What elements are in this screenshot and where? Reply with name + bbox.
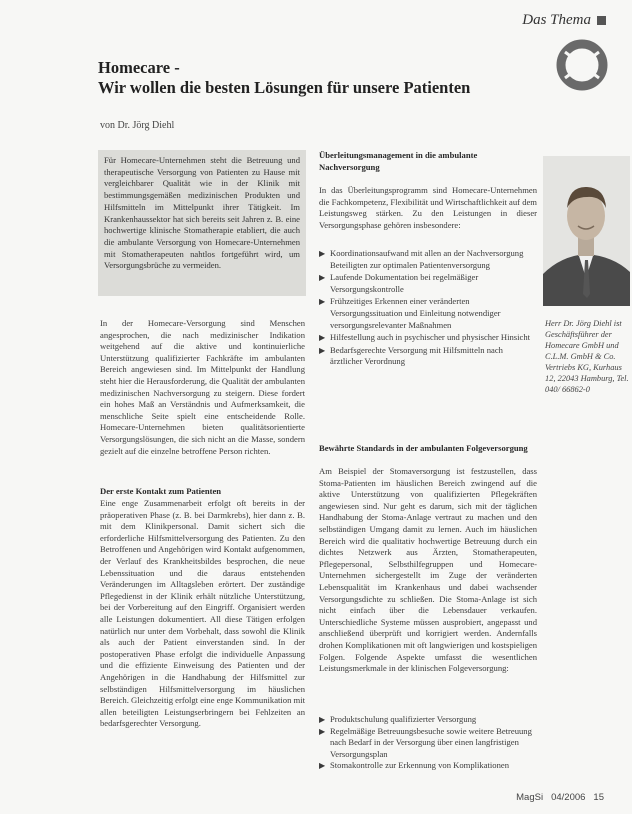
paragraph-4: Am Beispiel der Stomaversorgung ist festzustellen, dass Stoma-Patienten im häuslichen Bereich zwingend auf die aktive Unterstützung von qualifizierten Pflegekräften angewiesen sind. Nur geht es darum, sich mit der täglichen Handhabung der Stoma-Anlage vertraut zu machen und den selbständigen Umgang damit zu lernen. Auch im häuslichen Bereich wird die qualitativ hochwertige Betreuung durch ein dichtes Netzwerk aus Ärzten, Stomatherapeuten, Pflegepersonal, Selbsthilfegruppen und Homecare-Unternehmen sichergestellt im Zuge der veränderten Lebensqualität im Krankenhaus und dabei wachsender Versorgungsdichte zu schließen. Die Stoma-Anlage ist sich nicht einfach über die Lebensdauer verkaufen. Unterschiedliche Systeme müssen ausprobiert, angepasst und anschließend überprüft und korrigiert werden. Andernfalls drohen Komplikationen mit oft langwierigen und kostspieligen Folgen. Folgende Aspekte umfasst die wesentlichen Leistungsmerkmale in der klinischen Folgeversorgung: [319,466,537,674]
list-item: ▶ Bedarfsgerechte Versorgung mit Hilfsmitteln nach ärztlicher Verordnung [319,344,503,367]
list-item: ▶ Stomakontrolle zur Erkennung von Komplikationen [319,760,510,771]
title-line-2: Wir wollen die besten Lösungen für unsere Patienten [98,78,471,97]
bullet-list-1 [319,248,537,369]
magazine-name: MagSi [516,792,544,803]
byline: von Dr. Jörg Diehl [100,120,175,131]
intro-box: Für Homecare-Unternehmen steht die Betreuung und therapeutische Versorgung von Patienten zu Hause mit vergleichbarer Qualität wie in der Klinik mit bestimmungsgemäßen medizinischen Produkten und Hilfsmitteln im Mittelpunkt ihrer Tätigkeit. Im Krankenhaussektor hat sich bereits seit Jahren z. B. eine hochwertige klinische Stomatherapie etabliert, die auch die ambulante Versorgung von Homecare-Unternehmen mit Stomatherapeuten nahtlos fortgeführt wird, um Versorgungsbrüche zu vermeiden. [98,150,306,296]
page-number: 15 [593,792,604,803]
arrow-icon: ▶ [319,761,326,771]
paragraph-2: Eine enge Zusammenarbeit erfolgt oft bereits in der präoperativen Phase (z. B. bei Darmkrebs), hier dann z. B. mit dem Klinikpersonal. Damit sichert sich die erforderliche Hilfsmittelversorgung des Patienten. Zu den Betroffenen und Angehörigen wird Kontakt aufgenommen, der Verlauf des Krankheitsbildes besprochen, die neue Lebenssituation und die daraus entstehenden Veränderungen im Alltagsleben erörtert. Der zuständige Pflegedienst in der Klinik erhält nützliche Unterstützung, bei der Vorbereitung auf den Eingriff. Organisiert werden alle Leistungen dokumentiert. All diese Tätigen erfolgen natürlich nur unter dem Vorbehalt, dass sowohl die Klinik als auch der Patient einverstanden sind. In der postoperativen Phase erfolgt die individuelle Anpassung und die effiziente Einweisung des Patienten und der Angehörigen in die Handhabung der Hilfsmittel zur selbständigen Hilfsmittelversorgung im häuslichen Bereich. Gleichzeitig erfolgt eine enge Kommunikation mit allen beteiligten Leistungserbringern bei Fehlzeiten an bedarfsgerechter Versorgung. [100,498,305,729]
heading-transition: Überleitungsmanagement in die ambulante Nachversorgung [319,150,478,172]
list-item: ▶ Hilfestellung auch in psychischer und physischer Hinsicht [319,332,531,343]
list-item: ▶ Koordinationsaufwand mit allen an der Nachversorgung Beteiligten zur optimalen Patientenversorgung [319,248,524,270]
paragraph-3: In das Überleitungsprogramm sind Homecare-Unternehmen die Fachkompetenz, Flexibilität und Wirtschaftlichkeit auf dem Leistungsweg stärken. Zu den Leistungen in dieser Versorgungsphase gehören insbesondere: [319,185,537,230]
list-item: ▶ Laufende Dokumentation bei regelmäßiger Versorgungskontrolle [319,272,479,294]
heading-standards: Bewährte Standards in der ambulanten Folgeversorgung [319,443,528,453]
heading-first-contact: Der erste Kontakt zum Patienten [100,486,222,496]
article-title [98,58,568,98]
section-label [522,12,606,29]
title-line-1: Homecare - [98,58,180,77]
list-item: ▶ Frühzeitiges Erkennen einer veränderten Versorgungssituation und Einleitung notwendiger versorgungsrelevanter Maßnahmen [319,296,501,330]
arrow-icon: ▶ [319,345,326,355]
list-item: ▶ Regelmäßige Betreuungsbesuche sowie weitere Betreuung nach Bedarf in der Versorgung über einen langfristigen Versorgungsplan [319,725,532,759]
section-title: Das Thema [522,12,591,28]
arrow-icon: ▶ [319,715,326,724]
arrow-icon: ▶ [319,333,326,343]
photo-caption: Herr Dr. Jörg Diehl ist Geschäftsführer der Homecare GmbH und C.L.M. GmbH & Co. Vertriebs KG, Kurhaus 12, 22043 Hamburg, Tel. 040/ 66862-0 [545,319,629,394]
arrow-icon: ▶ [319,726,326,736]
square-icon [597,16,606,25]
page-footer [516,792,604,803]
list-item: ▶ Produktschulung qualifizierter Versorgung [319,714,477,724]
issue-number: 04/2006 [551,792,586,803]
paragraph-1: In der Homecare-Versorgung sind Menschen angesprochen, die nach medizinischer Indikation weitgehend auf die aktive und kontinuierliche Unterstützung qualifizierter Fachkräfte im ambulanten Bereich angewiesen sind. Im Mittelpunkt der Handlung steht hier die Herausforderung, die Qualität der ambulanten medizinischen Nachversorgung zu steigern. Diese fordert ein hohes Maß an Verständnis und Aufmerksamkeit, die menschliche Seite spielt eine entscheidende Rolle. Homecare-Unternehmen bieten qualitätsorientierte Versorgungslösungen, die sich nicht an die Masse, sondern gezielt auf die einzelne betroffene Person richten. [100,318,305,456]
author-photo [543,156,630,306]
arrow-icon: ▶ [319,273,326,283]
arrow-icon: ▶ [319,249,326,258]
bullet-list-2 [319,714,537,772]
arrow-icon: ▶ [319,297,326,307]
